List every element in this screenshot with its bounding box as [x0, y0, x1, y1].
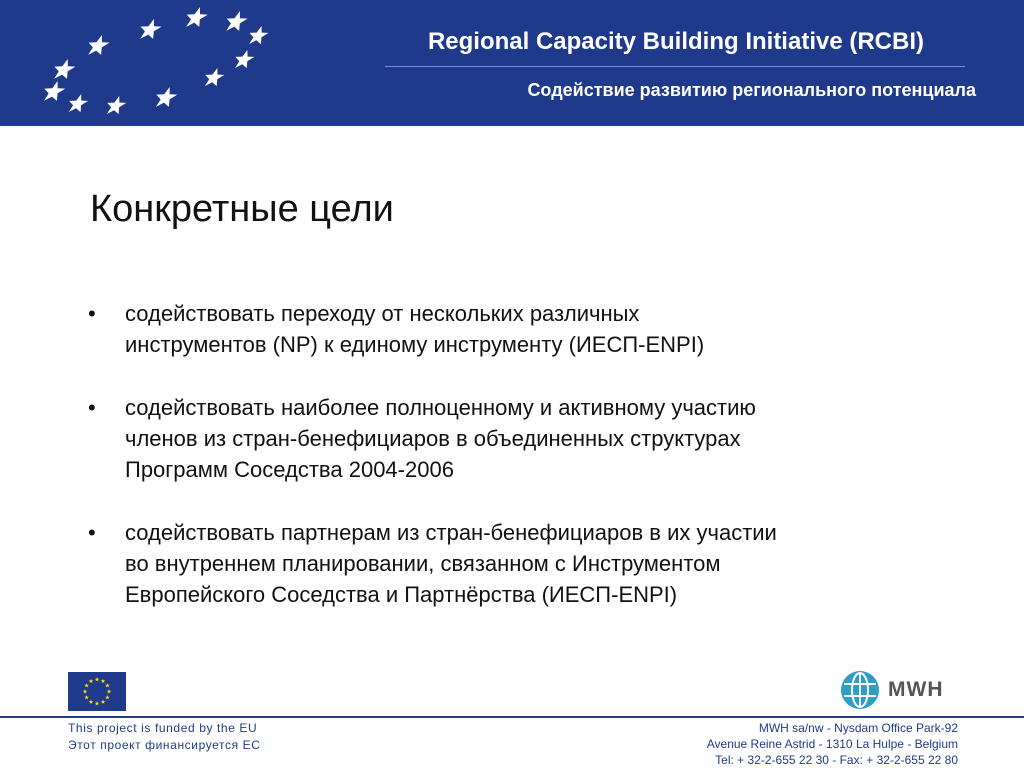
bullet-line: Европейского Соседства и Партнёрства (ИЕСП-ENPI) — [125, 582, 678, 607]
address-line: MWH sa/nw - Nysdam Office Park-92 — [758, 721, 958, 735]
star-icon — [50, 59, 78, 79]
bullet-line: Программ Соседства 2004-2006 — [125, 457, 454, 482]
star-icon — [231, 50, 257, 68]
contact-address — [707, 720, 958, 768]
footer-divider — [0, 716, 1024, 718]
eu-flag-icon — [68, 672, 126, 711]
star-icon — [65, 94, 91, 112]
bullet-item — [88, 298, 968, 360]
address-line: Tel: + 32-2-655 22 30 - Fax: + 32-2-655 22 80 — [715, 753, 958, 767]
bullet-line: членов из стран-бенефициаров в объединенных структурах — [125, 426, 741, 451]
header-subtitle: Содействие развитию регионального потенциала — [527, 80, 976, 100]
star-icon — [40, 81, 68, 101]
bullet-list — [88, 298, 968, 642]
star-icon — [182, 7, 210, 27]
address-line: Avenue Reine Astrid - 1310 La Hulpe - Belgium — [706, 737, 958, 751]
star-icon — [103, 96, 129, 114]
bullet-marker: • — [88, 395, 96, 420]
star-icon — [152, 87, 180, 107]
funding-note-en: This project is funded by the EU — [68, 721, 258, 735]
bullet-marker: • — [88, 520, 96, 545]
slide-title: Конкретные цели — [90, 188, 394, 230]
bullet-line: содействовать наиболее полноценному и активному участию — [125, 395, 756, 420]
mwh-logo-text: MWH — [888, 678, 944, 701]
bullet-item — [88, 517, 968, 610]
globe-icon — [840, 670, 880, 710]
star-icon — [84, 35, 112, 55]
bullet-line: содействовать партнерам из стран-бенефициаров в их участии — [125, 520, 777, 545]
bullet-marker: • — [88, 301, 96, 326]
bullet-item — [88, 392, 968, 485]
star-icon — [222, 11, 250, 31]
header-title: Regional Capacity Building Initiative (RCBI) — [427, 28, 924, 55]
header-divider — [385, 66, 965, 67]
mwh-logo — [840, 670, 943, 710]
stars-icon — [0, 0, 300, 126]
funding-note — [68, 720, 261, 754]
star-icon — [245, 26, 271, 44]
funding-note-ru: Этот проект финансируется ЕС — [68, 738, 261, 752]
bullet-line: во внутреннем планировании, связанном с Инструментом — [125, 551, 721, 576]
star-icon — [201, 68, 227, 86]
star-icon — [136, 19, 164, 39]
bullet-line: содействовать переходу от нескольких различных — [125, 301, 640, 326]
header-banner — [0, 0, 1024, 126]
bullet-line: инструментов (NP) к единому инструменту (ИЕСП-ENPI) — [125, 332, 705, 357]
